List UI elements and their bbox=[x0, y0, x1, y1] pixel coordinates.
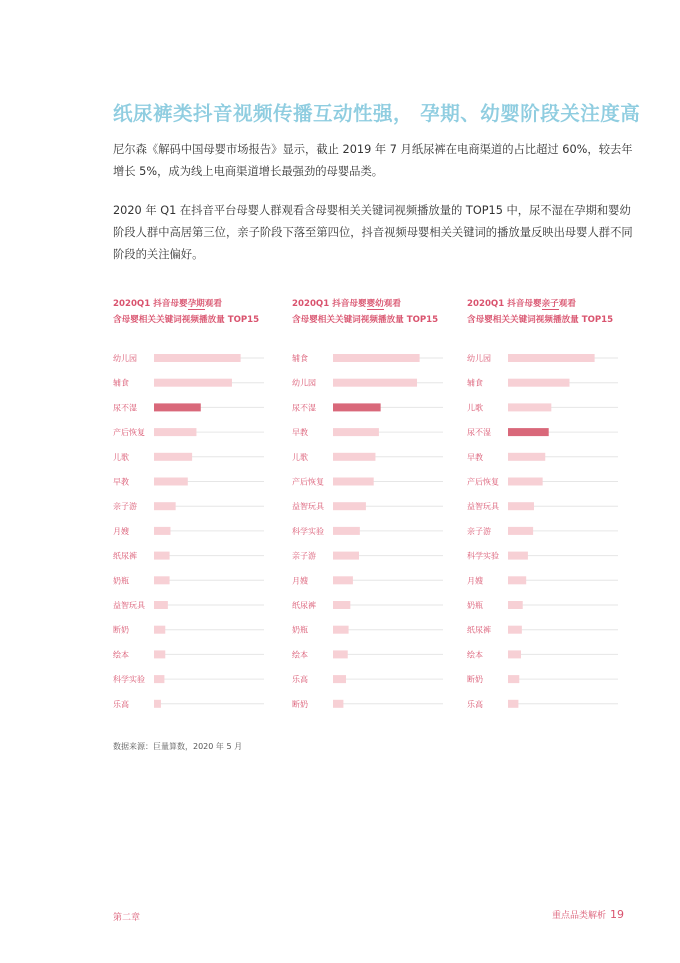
bar-row bbox=[292, 378, 443, 388]
category-label: 儿歌 bbox=[113, 452, 129, 462]
category-label: 产后恢复 bbox=[467, 477, 499, 487]
category-label: 月嫂 bbox=[467, 576, 483, 586]
bar-row bbox=[292, 600, 443, 610]
bar-row bbox=[292, 353, 443, 363]
category-label: 幼儿园 bbox=[467, 354, 491, 363]
bar bbox=[508, 675, 519, 683]
bar bbox=[154, 428, 196, 436]
bar-row bbox=[467, 674, 618, 684]
bar-row bbox=[113, 353, 264, 363]
chart-parent-child bbox=[467, 296, 627, 716]
bar-row bbox=[467, 378, 618, 388]
section-footer bbox=[552, 908, 624, 921]
bar bbox=[508, 700, 518, 708]
bar bbox=[154, 675, 164, 683]
chart-stage: 婴幼 bbox=[366, 299, 384, 309]
bar-row bbox=[467, 402, 618, 412]
bar-row bbox=[467, 575, 618, 585]
bar bbox=[333, 527, 360, 535]
category-label: 幼儿园 bbox=[113, 354, 137, 363]
category-label: 乐高 bbox=[467, 699, 483, 709]
category-label: 月嫂 bbox=[292, 576, 308, 586]
intro-paragraph: 尼尔森《解码中国母婴市场报告》显示，截止 2019 年 7 月纸尿裤在电商渠道的占比超过 60%，较去年增长 5%，成为线上电商渠道增长最强劲的母婴品类。 bbox=[113, 143, 633, 178]
chart-stage: 亲子 bbox=[541, 299, 559, 309]
category-label: 尿不湿 bbox=[113, 403, 137, 413]
bar-row bbox=[467, 625, 618, 635]
bar-row bbox=[292, 699, 443, 709]
category-label: 奶瓶 bbox=[292, 625, 308, 635]
category-label: 儿歌 bbox=[292, 452, 308, 462]
bar-row bbox=[113, 477, 264, 487]
bar bbox=[333, 576, 353, 584]
category-label: 奶瓶 bbox=[113, 576, 129, 586]
category-label: 绘本 bbox=[113, 650, 129, 660]
bar bbox=[154, 552, 170, 560]
bar-row bbox=[113, 649, 264, 659]
bar-row bbox=[113, 452, 264, 462]
category-label: 奶瓶 bbox=[467, 601, 483, 610]
category-label: 早教 bbox=[292, 428, 308, 438]
category-label: 产后恢复 bbox=[113, 428, 145, 438]
chart-subtitle: 含母婴相关关键词视频播放量 TOP15 bbox=[467, 315, 614, 325]
bar-highlight bbox=[333, 403, 381, 411]
category-label: 辅食 bbox=[467, 378, 483, 388]
bar bbox=[333, 675, 346, 683]
bar bbox=[508, 354, 595, 362]
bar-row bbox=[292, 477, 443, 487]
category-label: 断奶 bbox=[113, 625, 129, 635]
bar-row bbox=[467, 526, 618, 536]
bar-row bbox=[113, 600, 264, 610]
category-label: 乐高 bbox=[113, 699, 129, 709]
bar-row bbox=[113, 402, 264, 412]
bar-row bbox=[292, 526, 443, 536]
chart-title: 2020Q1 抖音母婴孕期观看 bbox=[113, 299, 222, 309]
bar bbox=[333, 700, 343, 708]
bar-row bbox=[113, 501, 264, 511]
bar-row bbox=[292, 452, 443, 462]
bar-row bbox=[467, 452, 618, 462]
bar bbox=[508, 626, 522, 634]
category-label: 断奶 bbox=[467, 675, 483, 685]
category-label: 辅食 bbox=[113, 378, 129, 388]
bar-row bbox=[467, 427, 618, 437]
bar-row bbox=[113, 378, 264, 388]
bar-row bbox=[113, 526, 264, 536]
category-label: 绘本 bbox=[467, 650, 483, 660]
bar bbox=[154, 576, 170, 584]
bar bbox=[154, 354, 241, 362]
bar-row bbox=[113, 625, 264, 635]
bar-row bbox=[113, 575, 264, 585]
category-label: 科学实验 bbox=[292, 526, 324, 536]
category-label: 早教 bbox=[113, 477, 129, 487]
page-title: 纸尿裤类抖音视频传播互动性强， 孕期、幼婴阶段关注度高 bbox=[113, 102, 641, 125]
bar-row bbox=[113, 674, 264, 684]
bar bbox=[333, 428, 379, 436]
chart-subtitle: 含母婴相关关键词视频播放量 TOP15 bbox=[113, 315, 260, 325]
bar-row bbox=[292, 649, 443, 659]
category-label: 亲子游 bbox=[113, 502, 137, 512]
chart-title: 2020Q1 抖音母婴亲子观看 bbox=[467, 299, 576, 309]
chart-infant bbox=[292, 296, 452, 716]
bar bbox=[154, 453, 192, 461]
bar bbox=[333, 626, 349, 634]
bar-chart-svg bbox=[467, 296, 627, 716]
category-label: 月嫂 bbox=[113, 526, 129, 536]
bar-row bbox=[292, 674, 443, 684]
category-label: 尿不湿 bbox=[467, 428, 491, 438]
analysis-paragraph: 2020 年 Q1 在抖音平台母婴人群观看含母婴相关关键词视频播放量的 TOP15 中，尿不湿在孕期和婴幼阶段人群中高居第三位，亲子阶段下落至第四位，抖音视频母婴相关关键词的播放量反映出母婴人群不同阶段的关注偏好。 bbox=[113, 204, 633, 261]
bar bbox=[508, 453, 545, 461]
category-label: 乐高 bbox=[292, 675, 308, 685]
data-source: 数据来源：巨量算数，2020 年 5 月 bbox=[113, 742, 243, 751]
bar-row bbox=[467, 501, 618, 511]
bar bbox=[508, 502, 534, 510]
category-label: 益智玩具 bbox=[467, 502, 499, 512]
category-label: 早教 bbox=[467, 452, 483, 462]
bar-row bbox=[292, 575, 443, 585]
bar-row bbox=[113, 699, 264, 709]
bar bbox=[508, 403, 551, 411]
chart-pregnancy bbox=[113, 296, 273, 716]
bar-row bbox=[292, 402, 443, 412]
bar-row bbox=[113, 427, 264, 437]
bar-row bbox=[292, 625, 443, 635]
bar bbox=[154, 478, 188, 486]
bar bbox=[154, 650, 165, 658]
bar-row bbox=[292, 427, 443, 437]
bar bbox=[154, 626, 165, 634]
category-label: 纸尿裤 bbox=[113, 551, 137, 561]
bar-chart-svg bbox=[292, 296, 452, 716]
category-label: 纸尿裤 bbox=[467, 625, 491, 635]
bar-row bbox=[292, 551, 443, 561]
bar bbox=[508, 478, 543, 486]
chart-stage: 孕期 bbox=[187, 299, 205, 309]
bar-row bbox=[113, 551, 264, 561]
bar bbox=[333, 502, 366, 510]
category-label: 益智玩具 bbox=[292, 502, 324, 512]
category-label: 亲子游 bbox=[292, 551, 316, 561]
bar bbox=[333, 601, 350, 609]
bar-row bbox=[467, 649, 618, 659]
bar bbox=[333, 379, 417, 387]
bar bbox=[333, 478, 374, 486]
bar bbox=[154, 700, 161, 708]
bar bbox=[333, 354, 420, 362]
bar-row bbox=[467, 551, 618, 561]
bar bbox=[508, 650, 521, 658]
chart-subtitle: 含母婴相关关键词视频播放量 TOP15 bbox=[292, 315, 439, 325]
bar bbox=[333, 453, 375, 461]
bar bbox=[154, 379, 232, 387]
category-label: 产后恢复 bbox=[292, 477, 324, 487]
chart-title: 2020Q1 抖音母婴婴幼观看 bbox=[292, 299, 401, 309]
category-label: 幼儿园 bbox=[292, 378, 316, 388]
chapter-label: 第二章 bbox=[113, 913, 141, 923]
category-label: 儿歌 bbox=[467, 403, 483, 413]
category-label: 尿不湿 bbox=[292, 403, 316, 413]
bar bbox=[154, 502, 176, 510]
bar bbox=[333, 552, 359, 560]
category-label: 科学实验 bbox=[467, 551, 499, 561]
bar-highlight bbox=[508, 428, 549, 436]
bar-highlight bbox=[154, 403, 201, 411]
category-label: 纸尿裤 bbox=[292, 601, 316, 610]
page-number: 19 bbox=[610, 908, 624, 921]
bar bbox=[508, 576, 526, 584]
bar bbox=[508, 601, 523, 609]
section-label: 重点品类解析 bbox=[551, 911, 606, 921]
category-label: 亲子游 bbox=[467, 526, 491, 536]
bar bbox=[333, 650, 348, 658]
bar-row bbox=[467, 477, 618, 487]
category-label: 益智玩具 bbox=[113, 601, 145, 610]
bar bbox=[154, 527, 170, 535]
bar bbox=[154, 601, 168, 609]
category-label: 辅食 bbox=[292, 354, 308, 363]
category-label: 科学实验 bbox=[113, 675, 145, 685]
bar-row bbox=[292, 501, 443, 511]
bar bbox=[508, 379, 569, 387]
bar-row bbox=[467, 699, 618, 709]
bar-chart-svg bbox=[113, 296, 273, 716]
category-label: 断奶 bbox=[292, 699, 308, 709]
category-label: 绘本 bbox=[292, 650, 308, 660]
bar bbox=[508, 552, 528, 560]
bar-row bbox=[467, 600, 618, 610]
bar bbox=[508, 527, 533, 535]
bar-row bbox=[467, 353, 618, 363]
